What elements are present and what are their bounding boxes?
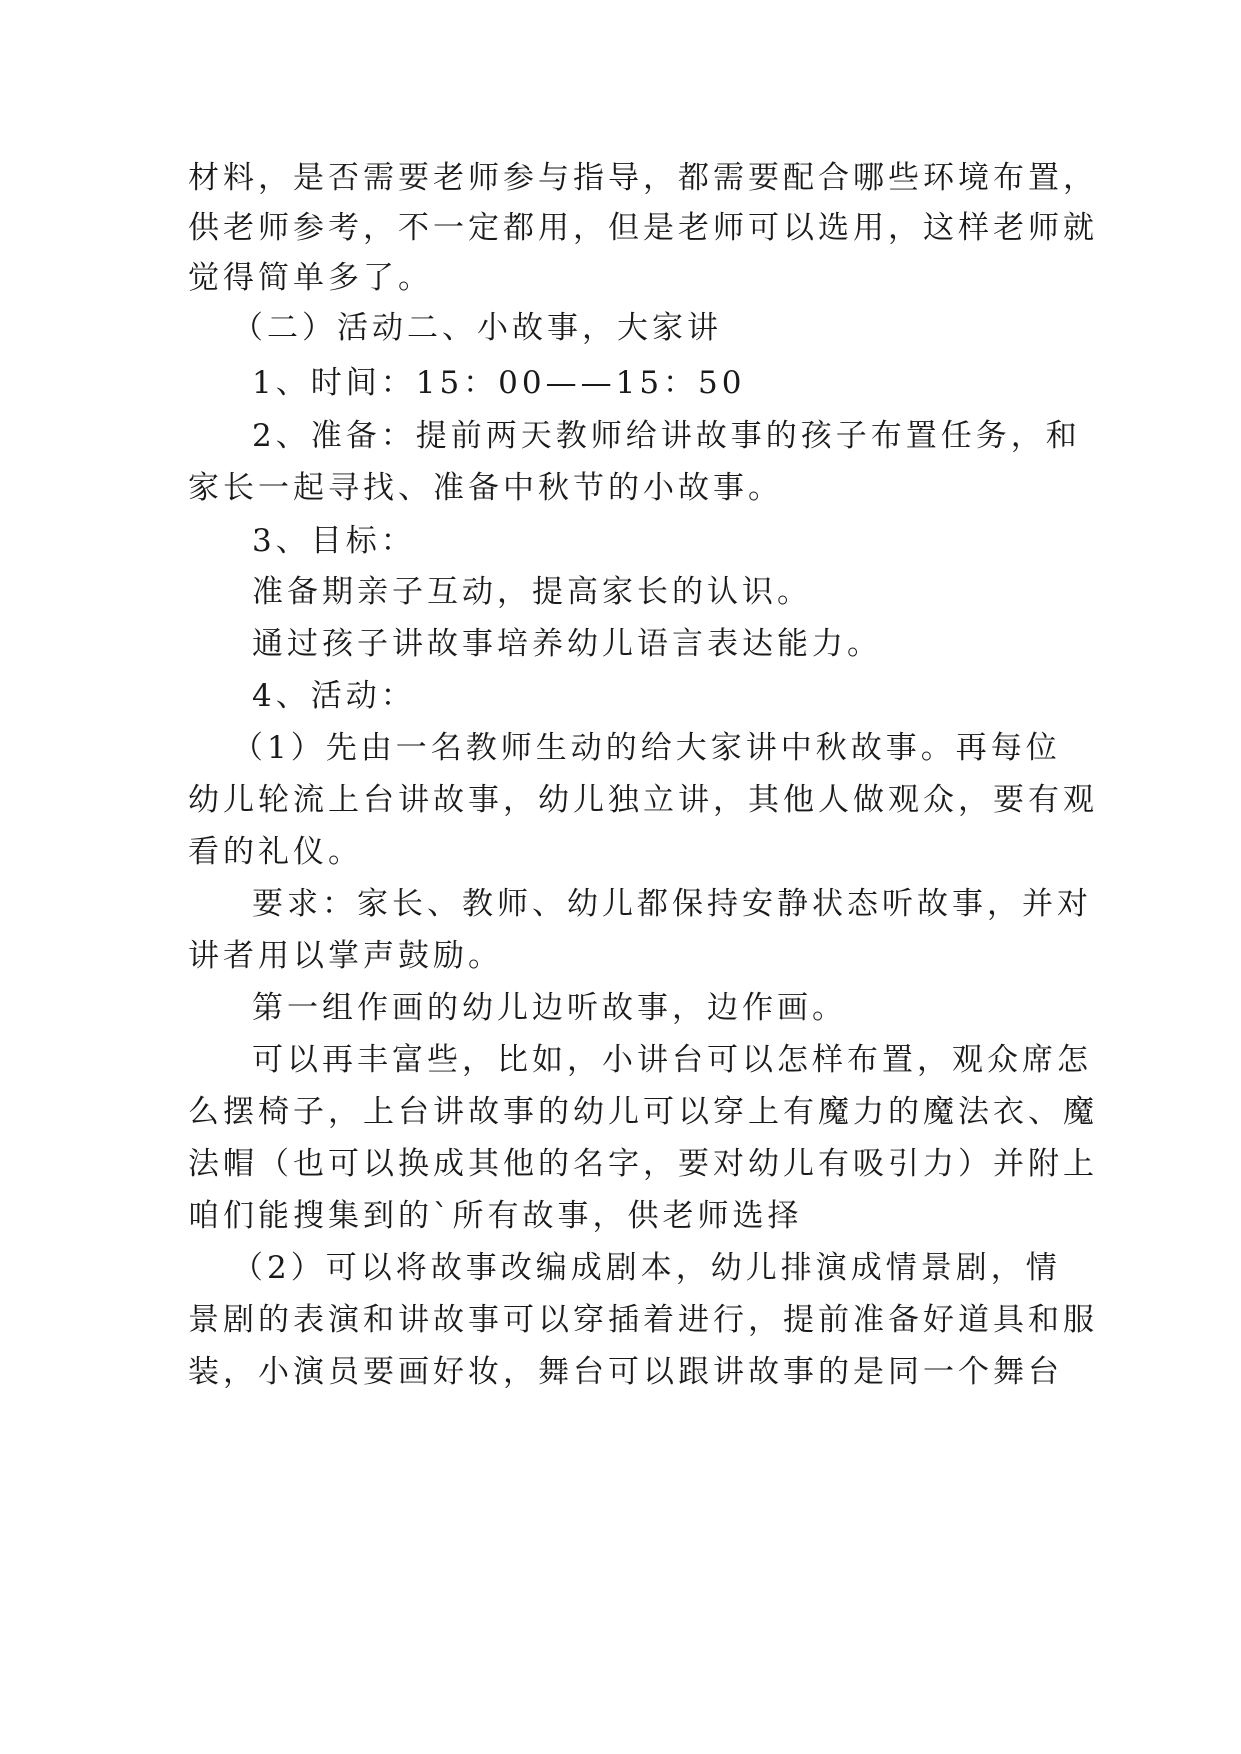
body-line: 觉得简单多了。: [188, 260, 433, 296]
body-line: （2）可以将故事改编成剧本，幼儿排演成情景剧，情: [232, 1250, 1061, 1286]
body-line: 1、时间：15：00——15：50: [252, 365, 746, 401]
body-line: 景剧的表演和讲故事可以穿插着进行，提前准备好道具和服: [188, 1302, 1098, 1338]
body-line: 要求：家长、教师、幼儿都保持安静状态听故事，并对: [252, 886, 1092, 922]
body-line: 4、活动：: [252, 678, 416, 714]
body-line: 准备期亲子互动，提高家长的认识。: [252, 574, 812, 610]
body-line: 幼儿轮流上台讲故事，幼儿独立讲，其他人做观众，要有观: [188, 782, 1098, 818]
body-line: 2、准备：提前两天教师给讲故事的孩子布置任务，和: [252, 418, 1081, 454]
body-line: 么摆椅子，上台讲故事的幼儿可以穿上有魔力的魔法衣、魔: [188, 1094, 1098, 1130]
body-line: 可以再丰富些，比如，小讲台可以怎样布置，观众席怎: [252, 1042, 1092, 1078]
body-line: 看的礼仪。: [188, 834, 363, 870]
section-heading: （二）活动二、小故事，大家讲: [232, 310, 722, 346]
body-line: 3、目标：: [252, 523, 416, 559]
body-line: 咱们能搜集到的`所有故事，供老师选择: [188, 1198, 803, 1234]
body-line: 装，小演员要画好妆，舞台可以跟讲故事的是同一个舞台: [188, 1354, 1063, 1390]
body-line: 法帽（也可以换成其他的名字，要对幼儿有吸引力）并附上: [188, 1146, 1098, 1182]
body-line: 讲者用以掌声鼓励。: [188, 938, 503, 974]
body-line: 通过孩子讲故事培养幼儿语言表达能力。: [252, 626, 882, 662]
body-line: 材料，是否需要老师参与指导，都需要配合哪些环境布置，: [188, 160, 1098, 196]
body-line: 家长一起寻找、准备中秋节的小故事。: [188, 470, 783, 506]
body-line: 供老师参考，不一定都用，但是老师可以选用，这样老师就: [188, 210, 1098, 246]
body-line: （1）先由一名教师生动的给大家讲中秋故事。再每位: [232, 730, 1061, 766]
body-line: 第一组作画的幼儿边听故事，边作画。: [252, 990, 847, 1026]
